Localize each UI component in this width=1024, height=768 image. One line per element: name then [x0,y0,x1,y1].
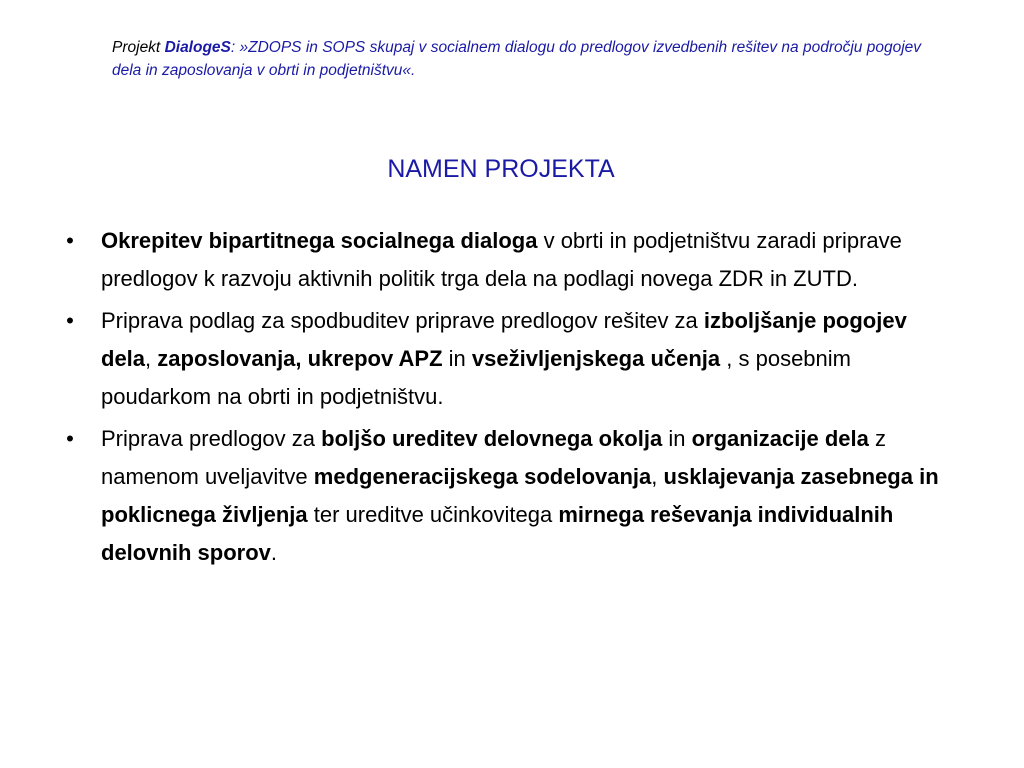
header-lead: Projekt [112,39,165,56]
bullet-text: Priprava predlogov za [101,426,322,451]
bullet-list [60,222,940,576]
bullet-text: ter ureditve učinkovitega [307,502,559,527]
bullet-text: in [442,346,472,371]
bullet-item [60,302,940,416]
bullet-text: Priprava podlag za spodbuditev priprave predlogov rešitev za [101,308,704,333]
project-description: : »ZDOPS in SOPS skupaj v socialnem dialogu do predlogov izvedbenih rešitev na področju pogojev dela in zaposlovanja v obrti in podjetništvu«. [112,39,922,79]
bullet-text: , [651,464,664,489]
bullet-text: v obrti in podjetništvu zaradi priprave predlogov k razvoju aktivnih politik trga dela na podlagi novega ZDR in ZUTD. [101,228,902,291]
project-header [112,36,932,82]
bullet-bold-text: zaposlovanja, ukrepov APZ [157,346,443,371]
bullet-bold-text: medgeneracijskega sodelovanja [313,464,652,489]
bullet-text: in [662,426,692,451]
project-name: DialogeS [164,39,231,56]
bullet-bold-text: izboljšanje pogojev dela [101,308,907,371]
bullet-icon: • [66,426,74,451]
bullet-text: z namenom uveljavitve [101,426,886,489]
bullet-bold-text: Okrepitev bipartitnega socialnega dialoga [101,228,538,253]
bullet-text: , s posebnim poudarkom na obrti in podjetništvu. [101,346,851,409]
bullet-text: . [270,540,278,565]
bullet-bold-text: organizacije dela [691,426,869,451]
bullet-bold-text: boljšo ureditev delovnega okolja [321,426,663,451]
bullet-icon: • [66,308,74,333]
bullet-text: , [145,346,158,371]
bullet-item [60,222,940,298]
bullet-icon: • [66,228,74,253]
bullet-bold-text: mirnega reševanja individualnih delovnih sporov [101,502,894,565]
bullet-bold-text: usklajevanja zasebnega in poklicnega življenja [101,464,939,527]
slide-title: NAMEN PROJEKTA [387,155,615,183]
bullet-item [60,420,940,572]
bullet-bold-text: vseživljenjskega učenja [471,346,721,371]
